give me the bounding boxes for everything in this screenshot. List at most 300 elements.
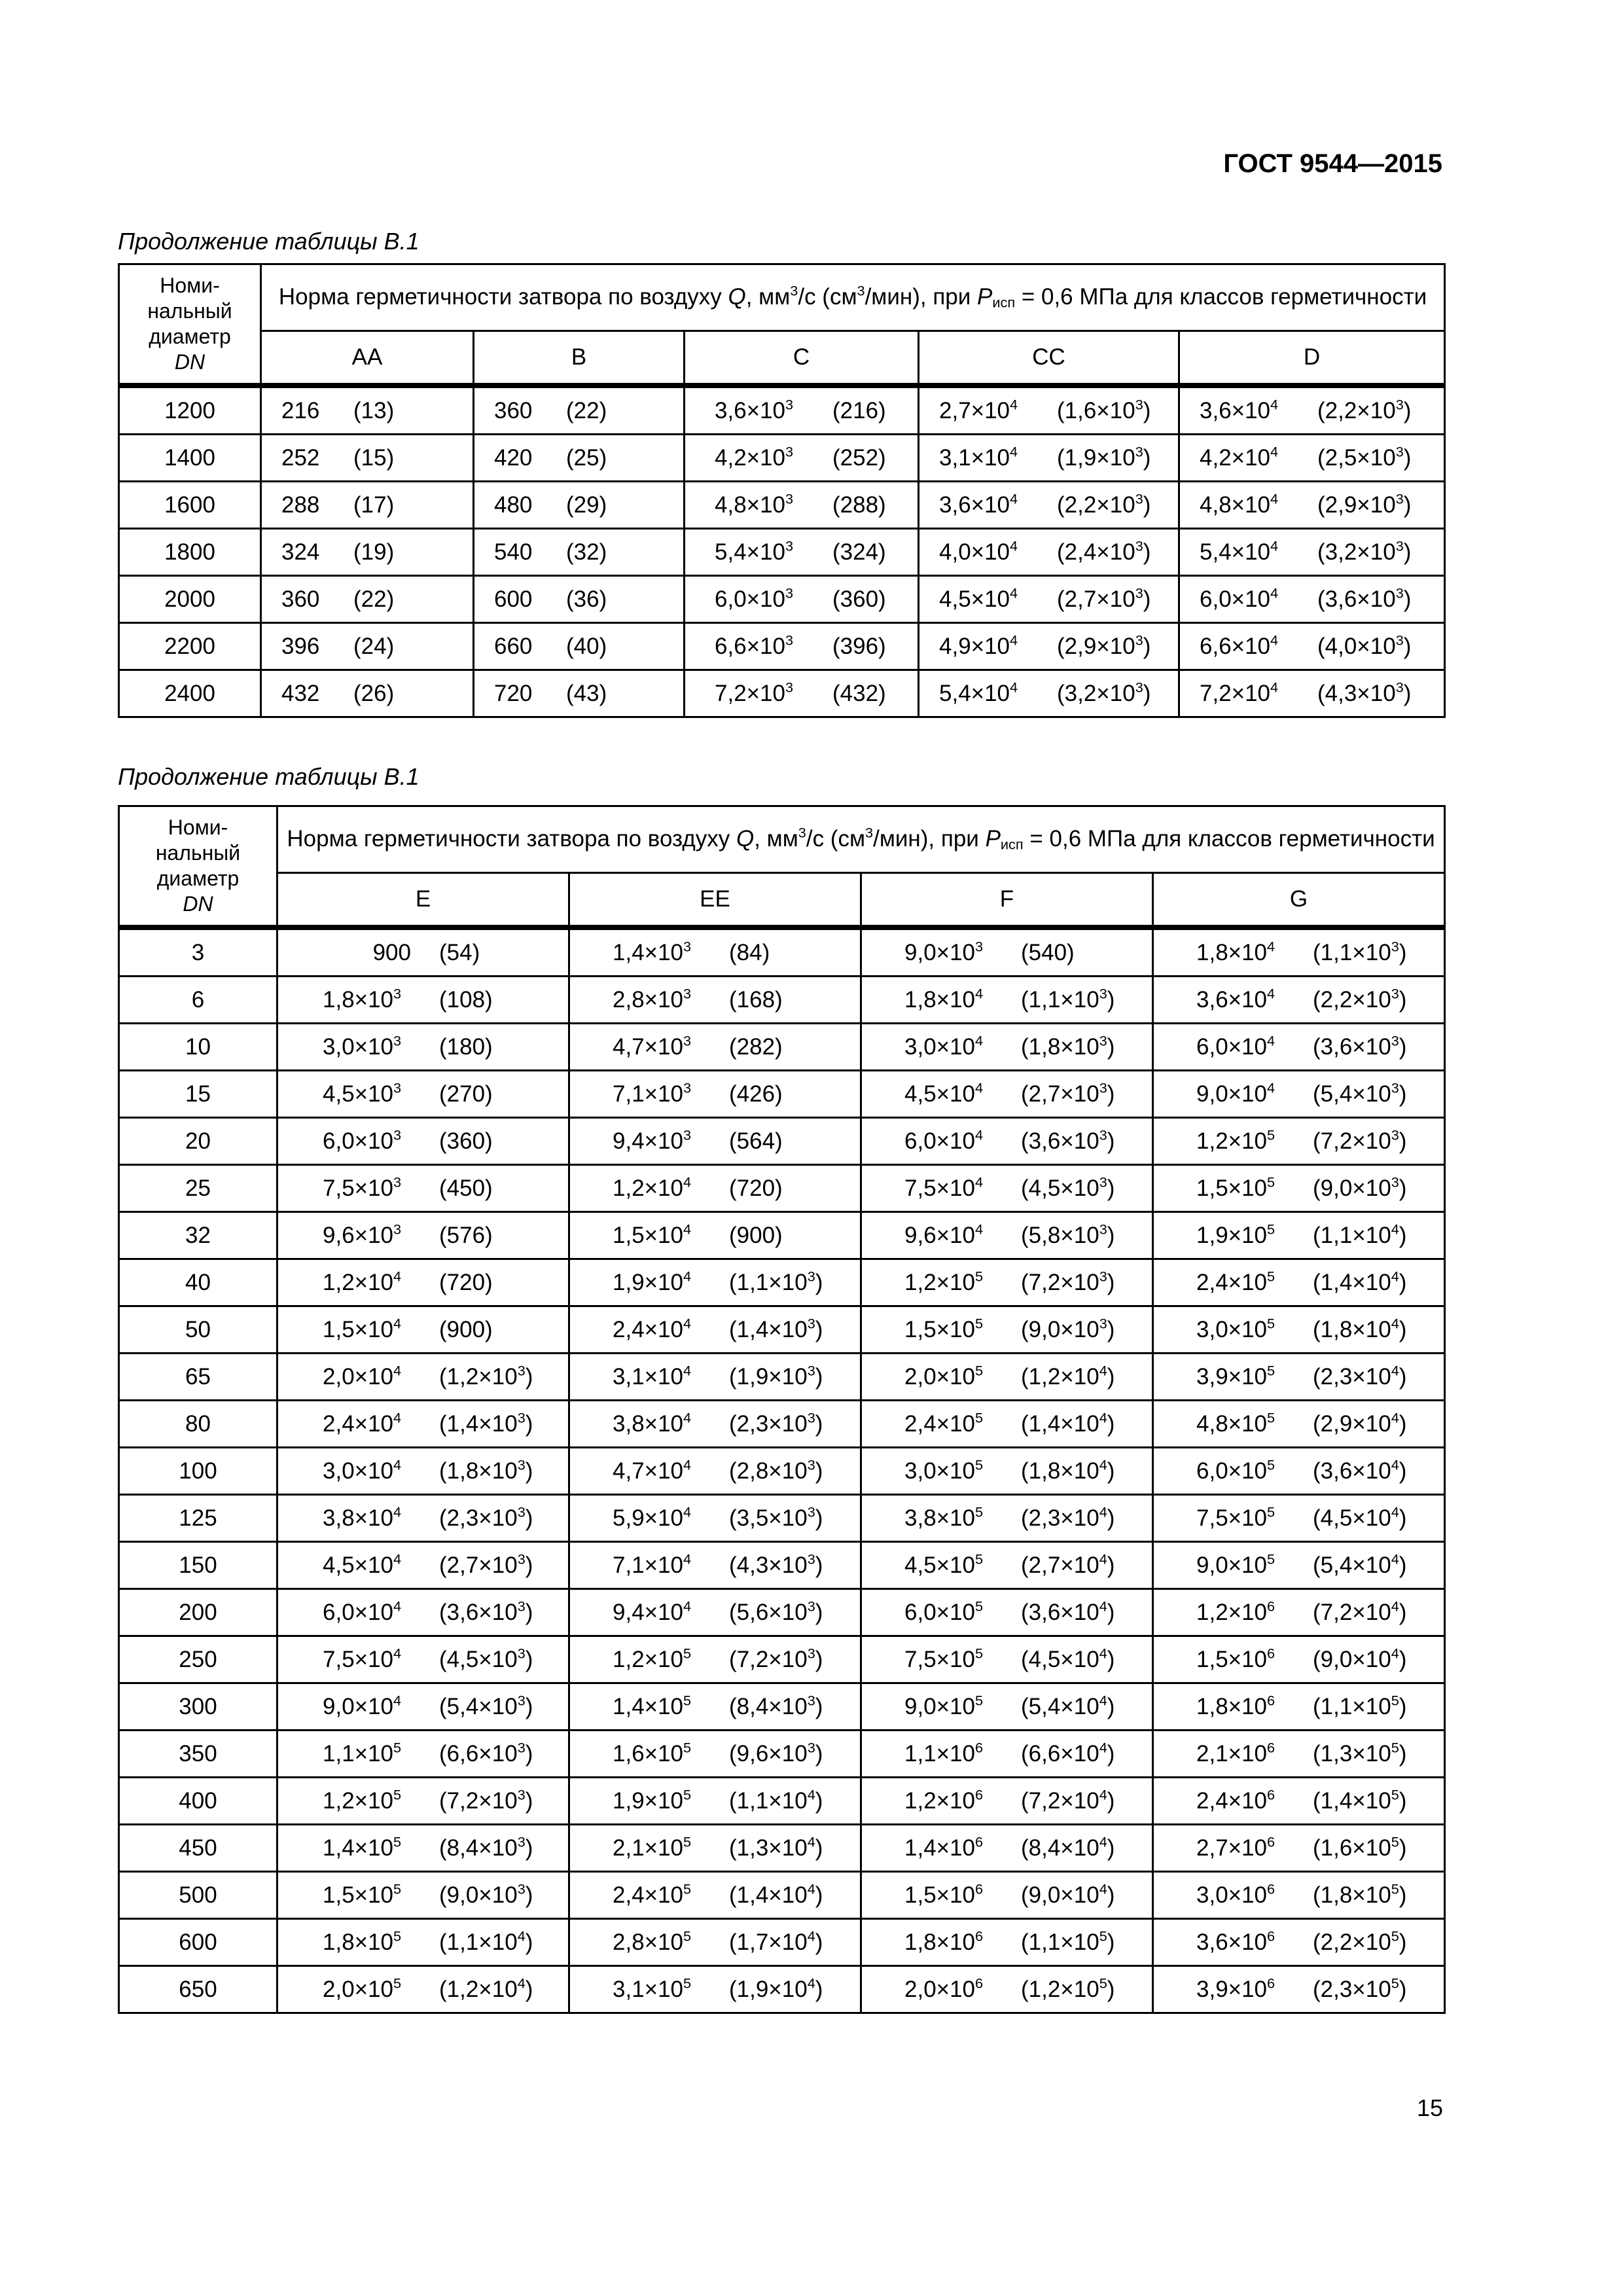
air-leak-rate: $1,2\times 10^6$ <box>904 1786 984 1814</box>
per-minute-rate: $(1,4\times 10^3)$ <box>729 1315 823 1342</box>
air-leak-rate: $3,1\times 10^4$ <box>613 1362 692 1390</box>
norm-header: Норма герметичности затвора по воздуху Q, $мм^3/с$ $(см^3/мин)$, при $P_{исп} = 0,6$ МПа для классов герметичности <box>277 806 1445 873</box>
air-leak-rate: $1,1\times 10^6$ <box>904 1739 984 1767</box>
air-leak-rate: $6,0\times 10^4$ <box>1196 1032 1275 1060</box>
value-pair <box>1154 1835 1444 1861</box>
value-cell-d <box>1179 482 1445 529</box>
per-minute-rate: (720) <box>729 1175 783 1201</box>
value-cell-g <box>1153 1354 1445 1401</box>
value-pair <box>919 634 1178 660</box>
per-minute-rate: $(9,0\times 10^3)$ <box>1313 1174 1407 1201</box>
per-minute-rate: $(1,6\times 10^5)$ <box>1313 1833 1407 1861</box>
per-minute-rate: (24) <box>353 633 395 659</box>
value-pair <box>570 1835 860 1861</box>
per-minute-rate: $(5,4\times 10^4)$ <box>1313 1551 1407 1578</box>
per-minute-rate: $(2,4\times 10^3)$ <box>1057 537 1151 565</box>
air-leak-rate: $3,8\times 10^4$ <box>613 1409 692 1437</box>
per-minute-rate: (108) <box>439 986 493 1013</box>
value-pair <box>474 634 683 660</box>
per-minute-rate: (29) <box>566 492 607 518</box>
value-pair <box>262 492 473 518</box>
value-cell-b <box>474 482 685 529</box>
value-cell-g <box>1153 1966 1445 2013</box>
per-minute-rate: $(7,2\times 10^3)$ <box>1021 1268 1115 1295</box>
table-row <box>119 482 1445 529</box>
value-cell-d <box>1179 670 1445 717</box>
value-cell-f <box>861 1118 1153 1165</box>
per-minute-rate: $(1,1\times 10^4)$ <box>1313 1221 1407 1248</box>
value-cell-g <box>1153 1872 1445 1919</box>
air-leak-rate: $9,6\times 10^4$ <box>904 1221 984 1248</box>
value-pair <box>570 1882 860 1909</box>
value-cell-e <box>277 1589 569 1636</box>
value-pair <box>919 539 1178 565</box>
per-minute-rate: (252) <box>832 444 886 471</box>
dn-cell: 10 <box>119 1024 277 1071</box>
per-minute-rate: $(1,1\times 10^4)$ <box>729 1786 823 1814</box>
value-cell-g <box>1153 1071 1445 1118</box>
value-pair <box>262 586 473 613</box>
air-leak-rate: $6,0\times 10^5$ <box>1196 1456 1275 1484</box>
air-leak-rate: 288 <box>281 492 320 518</box>
value-pair <box>1154 987 1444 1013</box>
value-pair <box>862 1741 1152 1767</box>
value-cell-g <box>1153 1118 1445 1165</box>
air-leak-rate: $3,0\times 10^5$ <box>904 1456 984 1484</box>
value-pair <box>1154 1552 1444 1579</box>
per-minute-rate: $(3,2\times 10^3)$ <box>1057 679 1151 706</box>
air-leak-rate: $6,0\times 10^5$ <box>904 1598 984 1625</box>
value-cell-e <box>277 1683 569 1731</box>
table-row <box>119 1778 1445 1825</box>
value-pair <box>570 1223 860 1249</box>
value-cell-ee <box>569 1118 861 1165</box>
value-cell-c <box>685 670 919 717</box>
dn-cell: 50 <box>119 1306 277 1354</box>
value-cell-f <box>861 1212 1153 1259</box>
value-pair <box>570 1411 860 1437</box>
dn-cell: 80 <box>119 1401 277 1448</box>
per-minute-rate: (216) <box>832 397 886 423</box>
air-leak-rate: $3,0\times 10^3$ <box>323 1032 402 1060</box>
per-minute-rate: $(4,5\times 10^3)$ <box>1021 1174 1115 1201</box>
value-cell-e <box>277 1071 569 1118</box>
value-pair <box>570 1034 860 1060</box>
dn-cell: 6 <box>119 977 277 1024</box>
class-header-cc: CC <box>919 331 1179 386</box>
air-leak-rate: $1,2\times 10^5$ <box>323 1786 402 1814</box>
air-leak-rate: $3,6\times 10^6$ <box>1196 1928 1275 1955</box>
per-minute-rate: $(4,5\times 10^4)$ <box>1021 1645 1115 1672</box>
air-leak-rate: 600 <box>494 586 533 612</box>
dn-cell: 350 <box>119 1731 277 1778</box>
per-minute-rate: $(1,9\times 10^3)$ <box>729 1362 823 1390</box>
air-leak-rate: 216 <box>281 397 320 423</box>
value-pair <box>862 1929 1152 1956</box>
value-cell-f <box>861 1919 1153 1966</box>
value-pair <box>1154 1223 1444 1249</box>
per-minute-rate: $(1,3\times 10^5)$ <box>1313 1739 1407 1767</box>
per-minute-rate: (22) <box>353 586 395 612</box>
air-leak-rate: $1,6\times 10^5$ <box>613 1739 692 1767</box>
value-cell-g <box>1153 1683 1445 1731</box>
value-cell-f <box>861 927 1153 977</box>
per-minute-rate: $(4,5\times 10^4)$ <box>1313 1503 1407 1531</box>
air-leak-rate: $3,0\times 10^6$ <box>1196 1880 1275 1908</box>
per-minute-rate: $(2,7\times 10^4)$ <box>1021 1551 1115 1578</box>
value-pair <box>862 1835 1152 1861</box>
per-minute-rate: $(7,2\times 10^3)$ <box>439 1786 533 1814</box>
value-pair <box>278 1034 568 1060</box>
value-cell-c <box>685 386 919 435</box>
value-cell-e <box>277 927 569 977</box>
per-minute-rate: $(5,8\times 10^3)$ <box>1021 1221 1115 1248</box>
air-leak-rate: $1,2\times 10^5$ <box>904 1268 984 1295</box>
value-cell-g <box>1153 1306 1445 1354</box>
per-minute-rate: $(9,6\times 10^3)$ <box>729 1739 823 1767</box>
value-pair <box>1180 492 1444 518</box>
value-cell-cc <box>919 482 1179 529</box>
value-cell-g <box>1153 977 1445 1024</box>
per-minute-rate: $(1,1\times 10^3)$ <box>1313 938 1407 965</box>
value-pair <box>1180 539 1444 565</box>
table-row <box>119 529 1445 576</box>
value-cell-g <box>1153 1589 1445 1636</box>
value-cell-g <box>1153 1495 1445 1542</box>
per-minute-rate: $(2,2\times 10^5)$ <box>1313 1928 1407 1955</box>
value-pair <box>570 1741 860 1767</box>
value-cell-aa <box>261 529 474 576</box>
air-leak-rate: $1,5\times 10^5$ <box>323 1880 402 1908</box>
air-leak-rate: $1,5\times 10^6$ <box>904 1880 984 1908</box>
per-minute-rate: $(7,2\times 10^3)$ <box>1313 1126 1407 1154</box>
per-minute-rate: $(8,4\times 10^3)$ <box>439 1833 533 1861</box>
per-minute-rate: (324) <box>832 539 886 565</box>
per-minute-rate: $(1,4\times 10^4)$ <box>729 1880 823 1908</box>
value-cell-ee <box>569 1636 861 1683</box>
air-leak-rate: $3,0\times 10^4$ <box>323 1456 402 1484</box>
per-minute-rate: $(1,4\times 10^4)$ <box>1021 1409 1115 1437</box>
per-minute-rate: $(2,2\times 10^3)$ <box>1313 985 1407 1013</box>
air-leak-rate: 480 <box>494 492 533 518</box>
air-leak-rate: $3,9\times 10^6$ <box>1196 1975 1275 2002</box>
value-pair <box>1154 1788 1444 1814</box>
class-header-ee: EE <box>569 873 861 928</box>
value-pair <box>278 1929 568 1956</box>
value-cell-f <box>861 977 1153 1024</box>
per-minute-rate: (22) <box>566 397 607 423</box>
value-pair <box>570 1600 860 1626</box>
value-cell-ee <box>569 1165 861 1212</box>
per-minute-rate: $(1,1\times 10^4)$ <box>439 1928 533 1955</box>
value-cell-e <box>277 1495 569 1542</box>
table-row <box>119 576 1445 623</box>
value-pair <box>862 1882 1152 1909</box>
air-leak-rate: $4,5\times 10^4$ <box>939 584 1018 612</box>
value-cell-g <box>1153 1024 1445 1071</box>
value-cell-g <box>1153 1919 1445 1966</box>
value-cell-f <box>861 1259 1153 1306</box>
air-leak-rate: $2,4\times 10^4$ <box>613 1315 692 1342</box>
value-cell-f <box>861 1966 1153 2013</box>
per-minute-rate: $(9,0\times 10^3)$ <box>1021 1315 1115 1342</box>
class-header-e: E <box>277 873 569 928</box>
value-pair <box>262 398 473 424</box>
per-minute-rate: (540) <box>1021 939 1075 965</box>
value-cell-ee <box>569 1683 861 1731</box>
dn-cell: 15 <box>119 1071 277 1118</box>
per-minute-rate: $(2,2\times 10^3)$ <box>1317 396 1412 423</box>
value-cell-c <box>685 529 919 576</box>
value-pair <box>1154 1600 1444 1626</box>
value-cell-f <box>861 1872 1153 1919</box>
dn-cell: 1800 <box>119 529 261 576</box>
value-pair <box>1154 1458 1444 1484</box>
per-minute-rate: $(3,6\times 10^3)$ <box>439 1598 533 1625</box>
value-pair <box>262 681 473 707</box>
air-leak-rate: 660 <box>494 633 533 659</box>
value-pair <box>1154 1270 1444 1296</box>
air-leak-rate: 432 <box>281 680 320 706</box>
per-minute-rate: $(3,6\times 10^4)$ <box>1313 1456 1407 1484</box>
per-minute-rate: $(1,8\times 10^3)$ <box>439 1456 533 1484</box>
value-cell-e <box>277 1165 569 1212</box>
per-minute-rate: $(3,6\times 10^4)$ <box>1021 1598 1115 1625</box>
air-leak-rate: $7,1\times 10^3$ <box>613 1079 692 1107</box>
value-cell-d <box>1179 576 1445 623</box>
value-cell-b <box>474 670 685 717</box>
per-minute-rate: $(2,7\times 10^3)$ <box>439 1551 533 1578</box>
per-minute-rate: (288) <box>832 492 886 518</box>
value-pair <box>278 1788 568 1814</box>
table-row <box>119 1448 1445 1495</box>
value-cell-e <box>277 1401 569 1448</box>
value-cell-ee <box>569 1542 861 1589</box>
per-minute-rate: $(2,3\times 10^5)$ <box>1313 1975 1407 2002</box>
per-minute-rate: $(1,3\times 10^4)$ <box>729 1833 823 1861</box>
air-leak-rate: $1,9\times 10^5$ <box>1196 1221 1275 1248</box>
value-cell-g <box>1153 1212 1445 1259</box>
value-pair <box>278 1317 568 1343</box>
value-pair <box>1154 1411 1444 1437</box>
table1-body <box>119 386 1445 717</box>
dn-cell: 500 <box>119 1872 277 1919</box>
per-minute-rate: $(2,3\times 10^4)$ <box>1021 1503 1115 1531</box>
value-cell-ee <box>569 927 861 977</box>
value-cell-b <box>474 576 685 623</box>
value-pair <box>278 1835 568 1861</box>
value-pair <box>278 1411 568 1437</box>
value-cell-e <box>277 1872 569 1919</box>
value-cell-g <box>1153 1401 1445 1448</box>
value-pair <box>1180 634 1444 660</box>
value-pair <box>278 1364 568 1390</box>
per-minute-rate: $(1,1\times 10^5)$ <box>1021 1928 1115 1955</box>
table-row <box>119 1919 1445 1966</box>
table-row <box>119 1306 1445 1354</box>
air-leak-rate: $4,7\times 10^4$ <box>613 1456 692 1484</box>
dn-cell: 65 <box>119 1354 277 1401</box>
value-cell-f <box>861 1683 1153 1731</box>
value-pair <box>862 1317 1152 1343</box>
value-cell-ee <box>569 1919 861 1966</box>
dn-cell: 300 <box>119 1683 277 1731</box>
air-leak-rate: $2,8\times 10^3$ <box>613 985 692 1013</box>
per-minute-rate: $(8,4\times 10^3)$ <box>729 1692 823 1719</box>
table1 <box>118 263 1446 718</box>
air-leak-rate: $4,8\times 10^3$ <box>715 490 794 518</box>
value-cell-e <box>277 1778 569 1825</box>
value-pair <box>919 586 1178 613</box>
air-leak-rate: $7,5\times 10^3$ <box>323 1174 402 1201</box>
air-leak-rate: $3,8\times 10^5$ <box>904 1503 984 1531</box>
per-minute-rate: $(4,5\times 10^3)$ <box>439 1645 533 1672</box>
air-leak-rate: $4,8\times 10^4$ <box>1200 490 1279 518</box>
value-pair <box>1154 1741 1444 1767</box>
table-row <box>119 1966 1445 2013</box>
air-leak-rate: $2,0\times 10^4$ <box>323 1362 402 1390</box>
value-pair <box>278 1175 568 1202</box>
air-leak-rate: $3,6\times 10^4$ <box>939 490 1018 518</box>
air-leak-rate: $1,4\times 10^3$ <box>613 938 692 965</box>
air-leak-rate: $2,8\times 10^5$ <box>613 1928 692 1955</box>
value-cell-e <box>277 1259 569 1306</box>
value-pair <box>862 1458 1152 1484</box>
air-leak-rate: $5,9\times 10^4$ <box>613 1503 692 1531</box>
value-cell-b <box>474 386 685 435</box>
page-number: 15 <box>1416 2094 1443 2121</box>
class-header-d: D <box>1179 331 1445 386</box>
value-cell-d <box>1179 435 1445 482</box>
value-cell-ee <box>569 1259 861 1306</box>
air-leak-rate: 540 <box>494 539 533 565</box>
air-leak-rate: $7,5\times 10^4$ <box>904 1174 984 1201</box>
dn-cell: 1200 <box>119 386 261 435</box>
air-leak-rate: $1,5\times 10^6$ <box>1196 1645 1275 1672</box>
air-leak-rate: $2,1\times 10^5$ <box>613 1833 692 1861</box>
per-minute-rate: $(7,2\times 10^3)$ <box>729 1645 823 1672</box>
per-minute-rate: $(4,3\times 10^3)$ <box>1317 679 1412 706</box>
per-minute-rate: $(1,4\times 10^3)$ <box>439 1409 533 1437</box>
value-cell-c <box>685 623 919 670</box>
value-cell-g <box>1153 1636 1445 1683</box>
value-cell-f <box>861 1024 1153 1071</box>
value-pair <box>919 681 1178 707</box>
per-minute-rate: $(1,4\times 10^4)$ <box>1313 1268 1407 1295</box>
per-minute-rate: (84) <box>729 939 770 965</box>
value-pair <box>278 987 568 1013</box>
value-cell-e <box>277 1731 569 1778</box>
air-leak-rate: $1,4\times 10^5$ <box>613 1692 692 1719</box>
air-leak-rate: $3,6\times 10^3$ <box>715 396 794 423</box>
value-cell-aa <box>261 386 474 435</box>
table-row <box>119 1825 1445 1872</box>
air-leak-rate: $3,1\times 10^4$ <box>939 443 1018 471</box>
value-pair <box>1154 1128 1444 1155</box>
air-leak-rate: $1,8\times 10^4$ <box>904 985 984 1013</box>
value-pair <box>570 1081 860 1107</box>
air-leak-rate: 324 <box>281 539 320 565</box>
value-pair <box>474 539 683 565</box>
per-minute-rate: $(9,0\times 10^4)$ <box>1313 1645 1407 1672</box>
value-pair <box>1154 1977 1444 2003</box>
value-cell-e <box>277 1354 569 1401</box>
value-pair <box>1154 1647 1444 1673</box>
value-pair <box>278 1647 568 1673</box>
air-leak-rate: $7,5\times 10^4$ <box>323 1645 402 1672</box>
dn-cell: 1600 <box>119 482 261 529</box>
per-minute-rate: $(2,7\times 10^3)$ <box>1021 1079 1115 1107</box>
air-leak-rate: $4,5\times 10^5$ <box>904 1551 984 1578</box>
dn-cell: 650 <box>119 1966 277 2013</box>
table-row <box>119 1118 1445 1165</box>
dn-cell: 2400 <box>119 670 261 717</box>
value-pair <box>685 586 918 613</box>
air-leak-rate: $1,8\times 10^5$ <box>323 1928 402 1955</box>
air-leak-rate: $2,0\times 10^5$ <box>323 1975 402 2002</box>
value-pair <box>570 1270 860 1296</box>
air-leak-rate: $2,4\times 10^5$ <box>1196 1268 1275 1295</box>
table-row <box>119 1259 1445 1306</box>
air-leak-rate: $5,4\times 10^4$ <box>1200 537 1279 565</box>
value-pair <box>262 539 473 565</box>
value-pair <box>278 1223 568 1249</box>
air-leak-rate: $7,5\times 10^5$ <box>1196 1503 1275 1531</box>
value-pair <box>262 445 473 471</box>
dn-cell: 25 <box>119 1165 277 1212</box>
value-cell-g <box>1153 927 1445 977</box>
value-cell-ee <box>569 1966 861 2013</box>
table-row <box>119 623 1445 670</box>
value-pair <box>862 940 1152 966</box>
value-pair <box>474 586 683 613</box>
per-minute-rate: (270) <box>439 1081 493 1107</box>
value-pair <box>278 1270 568 1296</box>
value-cell-ee <box>569 1212 861 1259</box>
value-pair <box>862 1364 1152 1390</box>
air-leak-rate: $1,5\times 10^4$ <box>323 1315 402 1342</box>
value-pair <box>1180 445 1444 471</box>
per-minute-rate: (168) <box>729 986 783 1013</box>
table-row <box>119 1354 1445 1401</box>
per-minute-rate: $(1,2\times 10^4)$ <box>439 1975 533 2002</box>
air-leak-rate: 420 <box>494 444 533 471</box>
table-row <box>119 1683 1445 1731</box>
dn-cell: 20 <box>119 1118 277 1165</box>
air-leak-rate: $3,9\times 10^5$ <box>1196 1362 1275 1390</box>
air-leak-rate: 396 <box>281 633 320 659</box>
air-leak-rate: $1,8\times 10^4$ <box>1196 938 1275 965</box>
value-pair <box>862 987 1152 1013</box>
value-cell-e <box>277 1966 569 2013</box>
value-pair <box>570 1647 860 1673</box>
value-cell-ee <box>569 1354 861 1401</box>
value-pair <box>1154 1694 1444 1720</box>
value-pair <box>278 1128 568 1155</box>
per-minute-rate: (720) <box>439 1269 493 1295</box>
value-cell-f <box>861 1778 1153 1825</box>
per-minute-rate: $(3,5\times 10^3)$ <box>729 1503 823 1531</box>
per-minute-rate: (396) <box>832 633 886 659</box>
air-leak-rate: $6,0\times 10^3$ <box>323 1126 402 1154</box>
dn-cell: 3 <box>119 927 277 977</box>
air-leak-rate: $2,4\times 10^5$ <box>613 1880 692 1908</box>
air-leak-rate: $2,4\times 10^6$ <box>1196 1786 1275 1814</box>
value-pair <box>278 1977 568 2003</box>
per-minute-rate: (19) <box>353 539 395 565</box>
per-minute-rate: $(2,8\times 10^3)$ <box>729 1456 823 1484</box>
per-minute-rate: $(1,9\times 10^4)$ <box>729 1975 823 2002</box>
